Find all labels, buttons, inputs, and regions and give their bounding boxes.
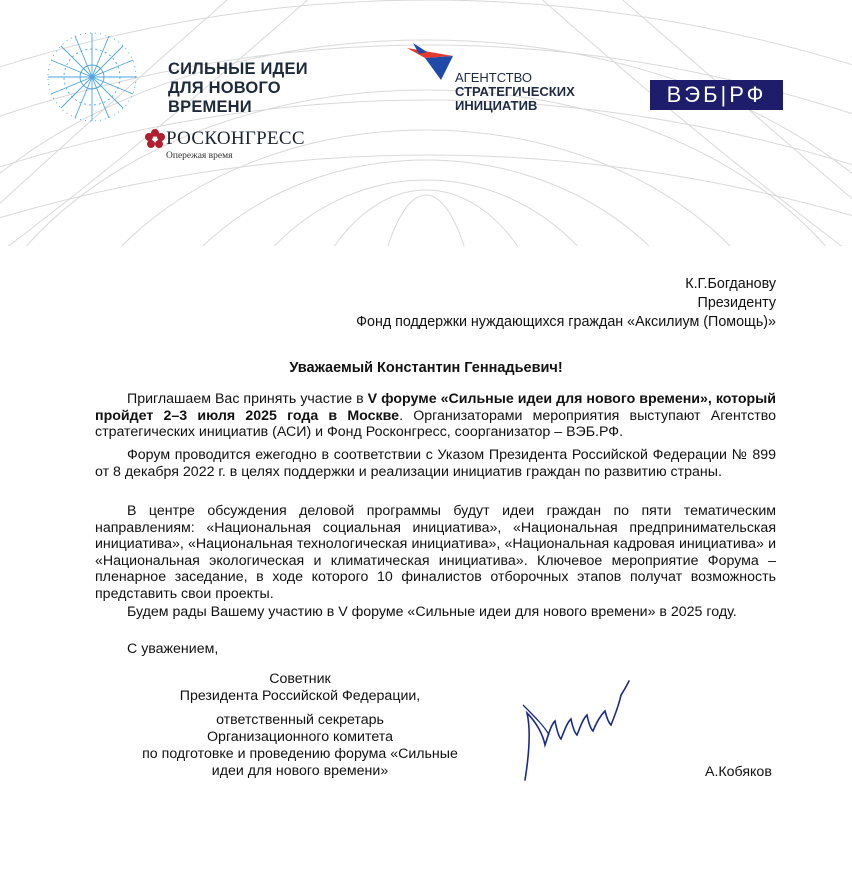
title1-line2: Президента Российской Федерации, — [179, 688, 421, 704]
addressee-organization: Фонд поддержки нуждающихся граждан «Аксилиум (Помощь)» — [356, 314, 776, 330]
forum-logo-line3: ВРЕМЕНИ — [168, 98, 252, 116]
paragraph-3 — [95, 503, 776, 602]
forum-logo-line2: ДЛЯ НОВОГО — [168, 79, 281, 97]
addressee-position: Президенту — [697, 295, 776, 311]
greeting: Уважаемый Константин Геннадьевич! — [289, 360, 563, 376]
p1-bold: V форуме «Сильные идеи для нового времени», который пройдет 2–3 июля 2025 года в Москве — [95, 391, 776, 424]
title2-line1: ответственный секретарь — [216, 712, 384, 728]
asi-line1: АГЕНТСТВО — [455, 70, 532, 85]
forum-logo-text — [168, 60, 308, 117]
letterhead — [0, 0, 852, 246]
forum-burst-logo-icon — [42, 25, 142, 129]
title2-line4: идеи для нового времени» — [211, 763, 389, 779]
asi-line2: СТРАТЕГИЧЕСКИХ — [455, 84, 575, 99]
title1-line1: Советник — [269, 671, 331, 687]
p4-text: Будем рады Вашему участию в V форуме «Сильные идеи для нового времени» в 2025 году. — [127, 604, 737, 620]
p1-end: . Организаторами мероприятия выступают Агентство стратегических инициатив (АСИ) и Фонд Росконгресс, соорганизатор – ВЭБ.РФ. — [95, 407, 776, 440]
addressee-name: К.Г.Богданову — [685, 276, 776, 292]
veb-logo: ВЭБ|РФ — [650, 80, 783, 110]
paragraph-1 — [95, 391, 776, 441]
roscongress-flower-icon — [144, 128, 166, 150]
addressee-block — [356, 275, 776, 332]
closing: С уважением, — [127, 641, 219, 657]
p3-text: В центре обсуждения деловой программы будут идеи граждан по пяти тематическим направлениям: «Национальная социальная инициатива», «Национальная предпринимательская инициатива», «Национальная технологическая инициатива», «Национальная кадровая инициатива» и «Национальная экологическая и климатическая инициатива». Ключевое мероприятие Форума – пленарное заседание, в ходе которого 10 финалистов отборочных этапов получат возможность представить свои проекты. — [95, 503, 776, 602]
asi-arrow-icon — [405, 42, 455, 80]
signatory-title-2 — [125, 712, 475, 780]
signer-name: А.Кобяков — [705, 764, 772, 780]
signatory-title-1 — [125, 671, 475, 705]
paragraph-4 — [95, 604, 776, 621]
title2-line3: по подготовке и проведению форума «Сильные — [142, 746, 458, 762]
roscongress-name: РОСКОНГРЕСС — [166, 128, 305, 149]
p2-text: Форум проводится ежегодно в соответствии с Указом Президента Российской Федерации № 899 от 8 декабря 2022 г. в целях поддержки и реализации инициатив граждан по развитию страны. — [95, 447, 776, 480]
roscongress-tagline: Опережая время — [166, 151, 233, 161]
asi-logo-text — [455, 71, 575, 113]
asi-line3: ИНИЦИАТИВ — [455, 98, 538, 113]
p1-start: Приглашаем Вас принять участие в — [127, 391, 368, 407]
title2-line2: Организационного комитета — [207, 729, 393, 745]
handwritten-signature — [515, 675, 635, 785]
forum-logo-line1: СИЛЬНЫЕ ИДЕИ — [168, 60, 308, 78]
paragraph-2 — [95, 447, 776, 480]
